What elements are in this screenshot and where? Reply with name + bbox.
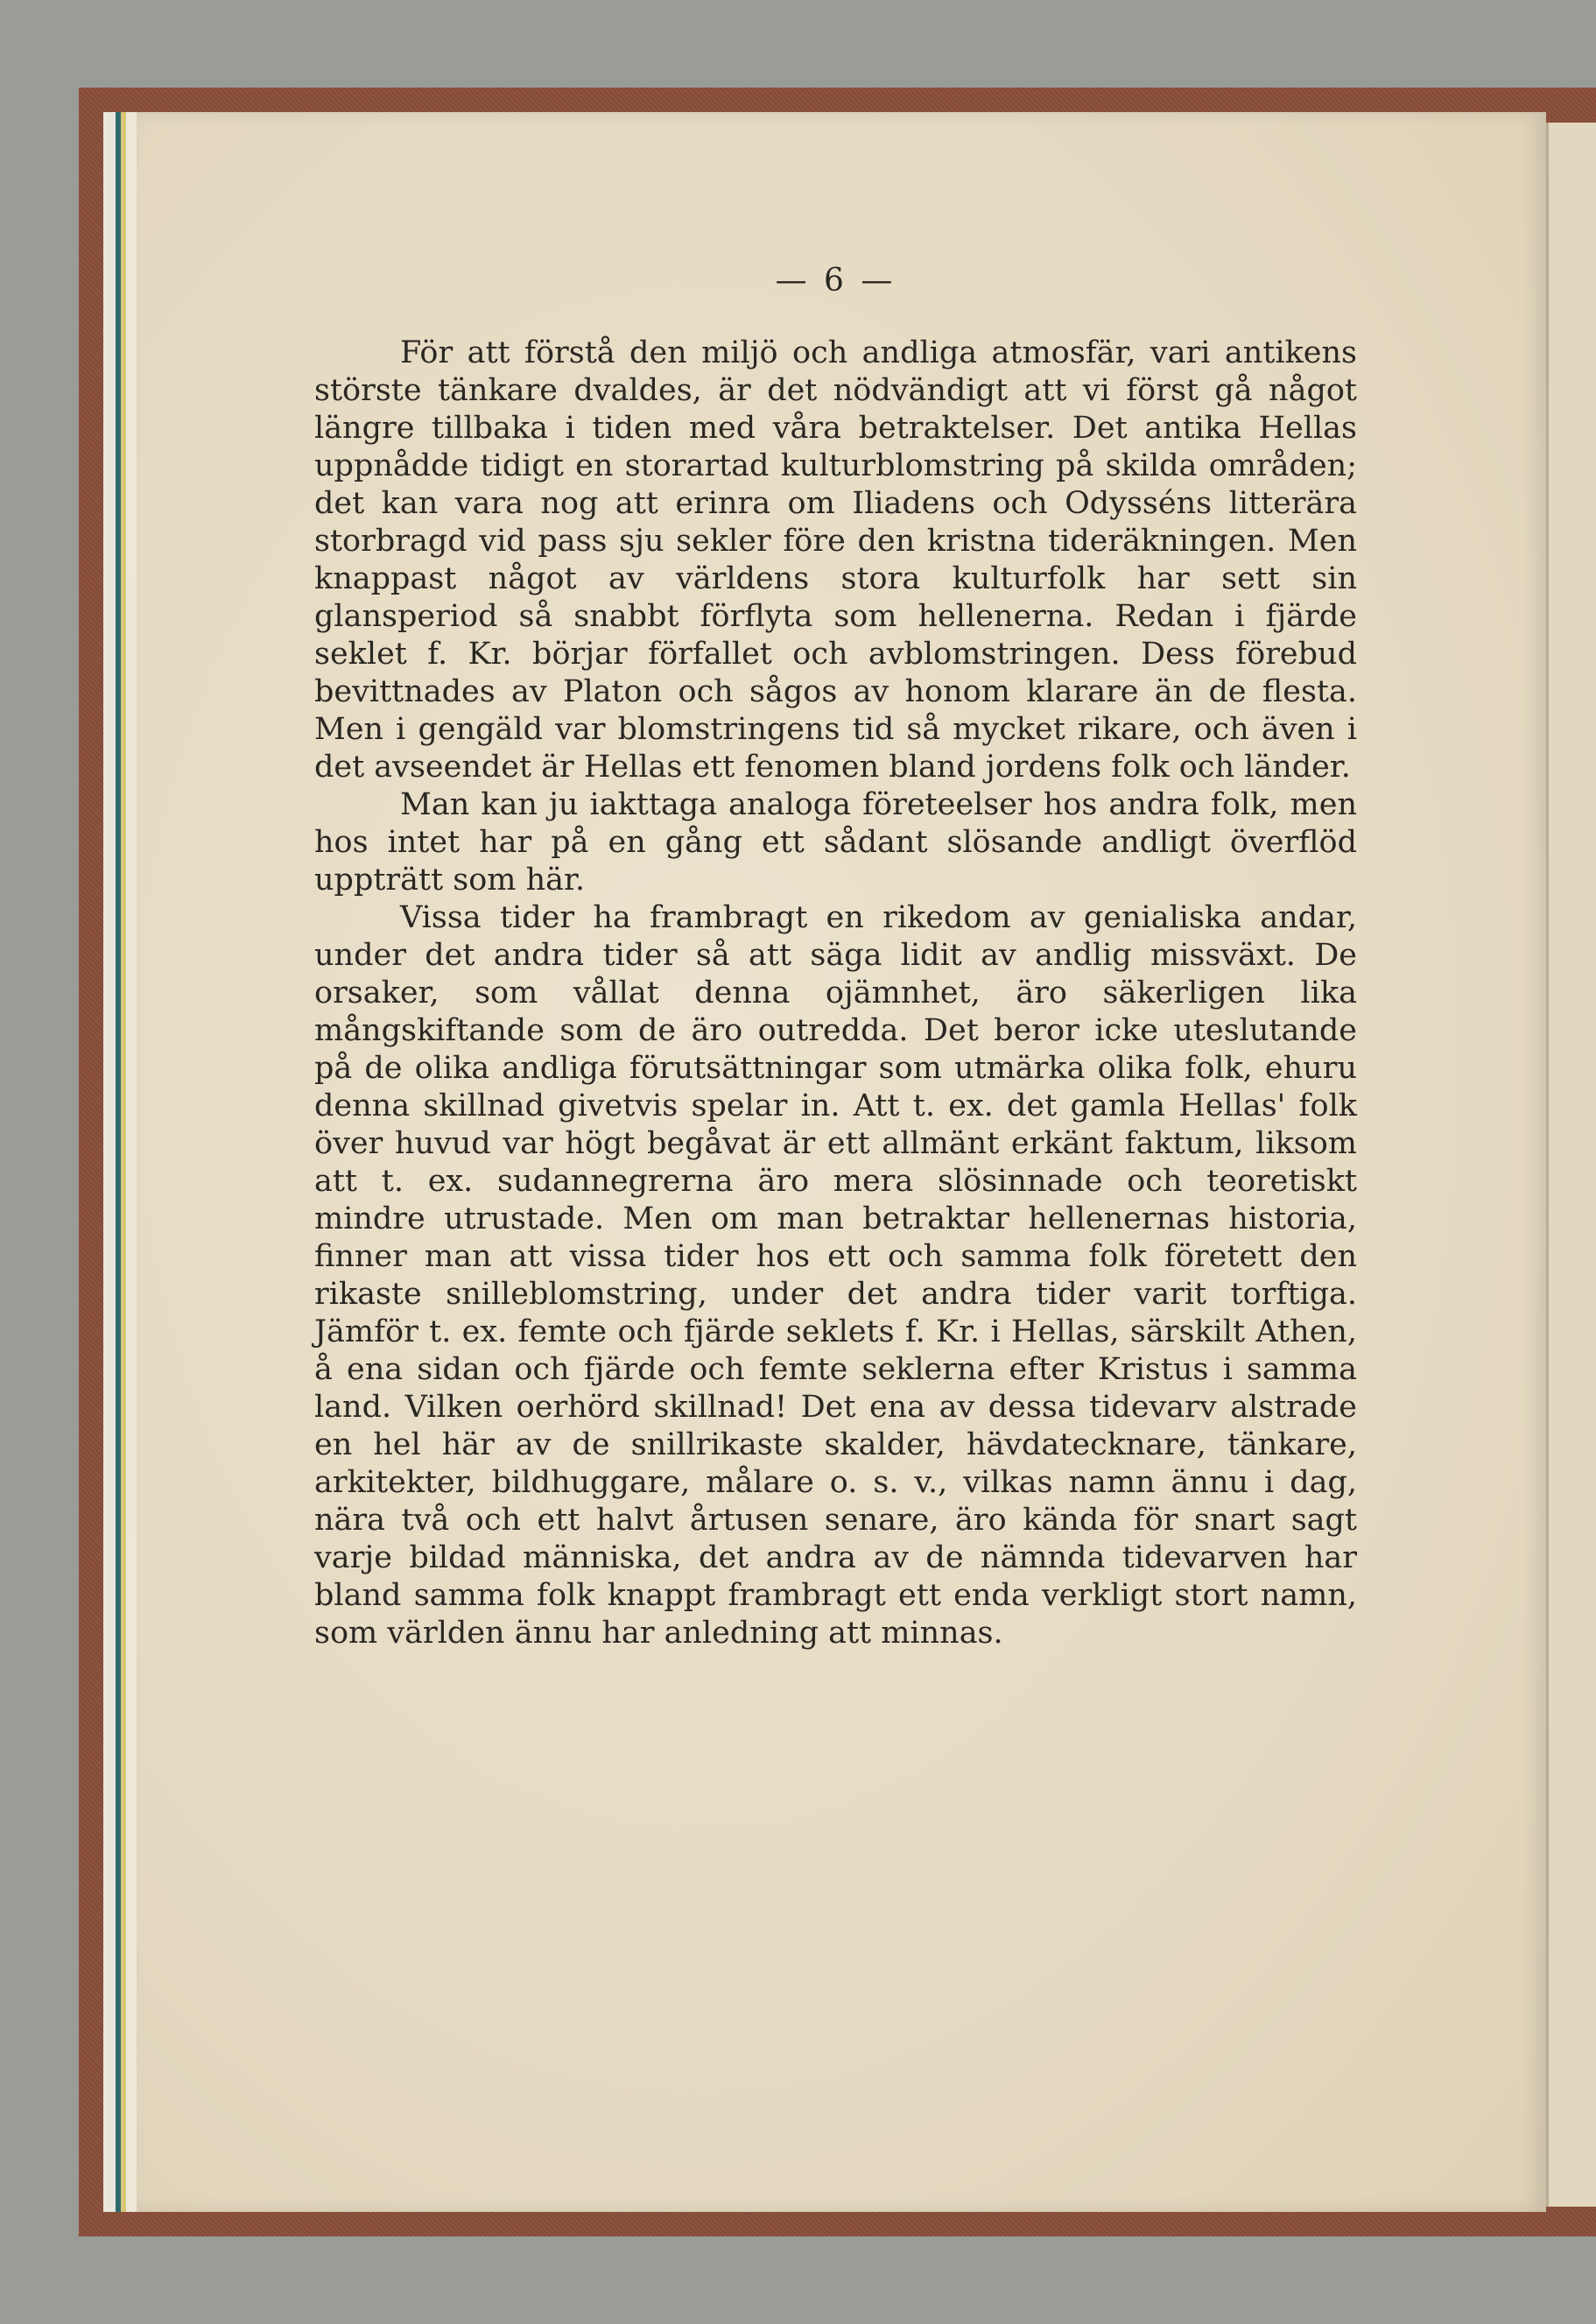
next-page-edge [1546,123,1596,2207]
page-number: — 6 — [775,263,896,299]
body-text [314,335,1357,1652]
paragraph: Man kan ju iakttaga analoga företeelser hos andra folk, men hos intet har på en gång ett sådant slösande andligt överflöd uppträtt som här. [314,787,1357,898]
page-content [314,263,1357,1839]
paragraph: För att förstå den miljö och andliga atmosfär, vari antikens störste tänkare dvaldes, är det nödvändigt att vi först gå något längre tillbaka i tiden med våra betraktelser. Det antika Hellas uppnådde tidigt en storartad kulturblomstring på skilda områden; det kan vara nog att erinra om Iliadens och Odysséns litterära storbragd vid pass sju sekler före den kristna tideräkningen. Men knappast något av världens stora kulturfolk har sett sin glansperiod så snabbt förflyta som hellenerna. Redan i fjärde seklet f. Kr. börjar förfallet och avblomstringen. Dess förebud bevittnades av Platon och sågos av honom klarare än de flesta. Men i gengäld var blomstringens tid så mycket rikare, och även i det avseendet är Hellas ett fenomen bland jordens folk och länder. [314,335,1357,785]
paragraph: Vissa tider ha frambragt en rikedom av genialiska andar, under det andra tider så att säga lidit av andlig missväxt. De orsaker, som vållat denna ojämnhet, äro säkerligen lika mångskiftande som de äro outredda. Det beror icke uteslutande på de olika andliga förutsättningar som utmärka olika folk, ehuru denna skillnad givetvis spelar in. Att t. ex. det gamla Hellas' folk över huvud var högt begåvat är ett allmänt erkänt faktum, liksom att t. ex. sudannegrerna äro mera slösinnade och teoretiskt mindre utrustade. Men om man betraktar hellenernas historia, finner man att vissa tider hos ett och samma folk företett den rikaste snilleblomstring, under det andra tider varit torftiga. Jämför t. ex. femte och fjärde seklets f. Kr. i Hellas, särskilt Athen, å ena sidan och fjärde och femte seklerna efter Kristus i samma land. Vilken oerhörd skillnad! Det ena av dessa tidevarv alstrade en hel här av de snillrikaste skalder, hävdatecknare, tänkare, arkitekter, bildhuggare, målare o. s. v., vilkas namn ännu i dag, nära två och ett halvt årtusen senare, äro kända för snart sagt varje bildad människa, det andra av de nämnda tidevarven har bland samma folk knappt frambragt ett enda verkligt stort namn, som världen ännu har anledning att minnas. [314,900,1357,1651]
page-edges [103,112,138,2212]
